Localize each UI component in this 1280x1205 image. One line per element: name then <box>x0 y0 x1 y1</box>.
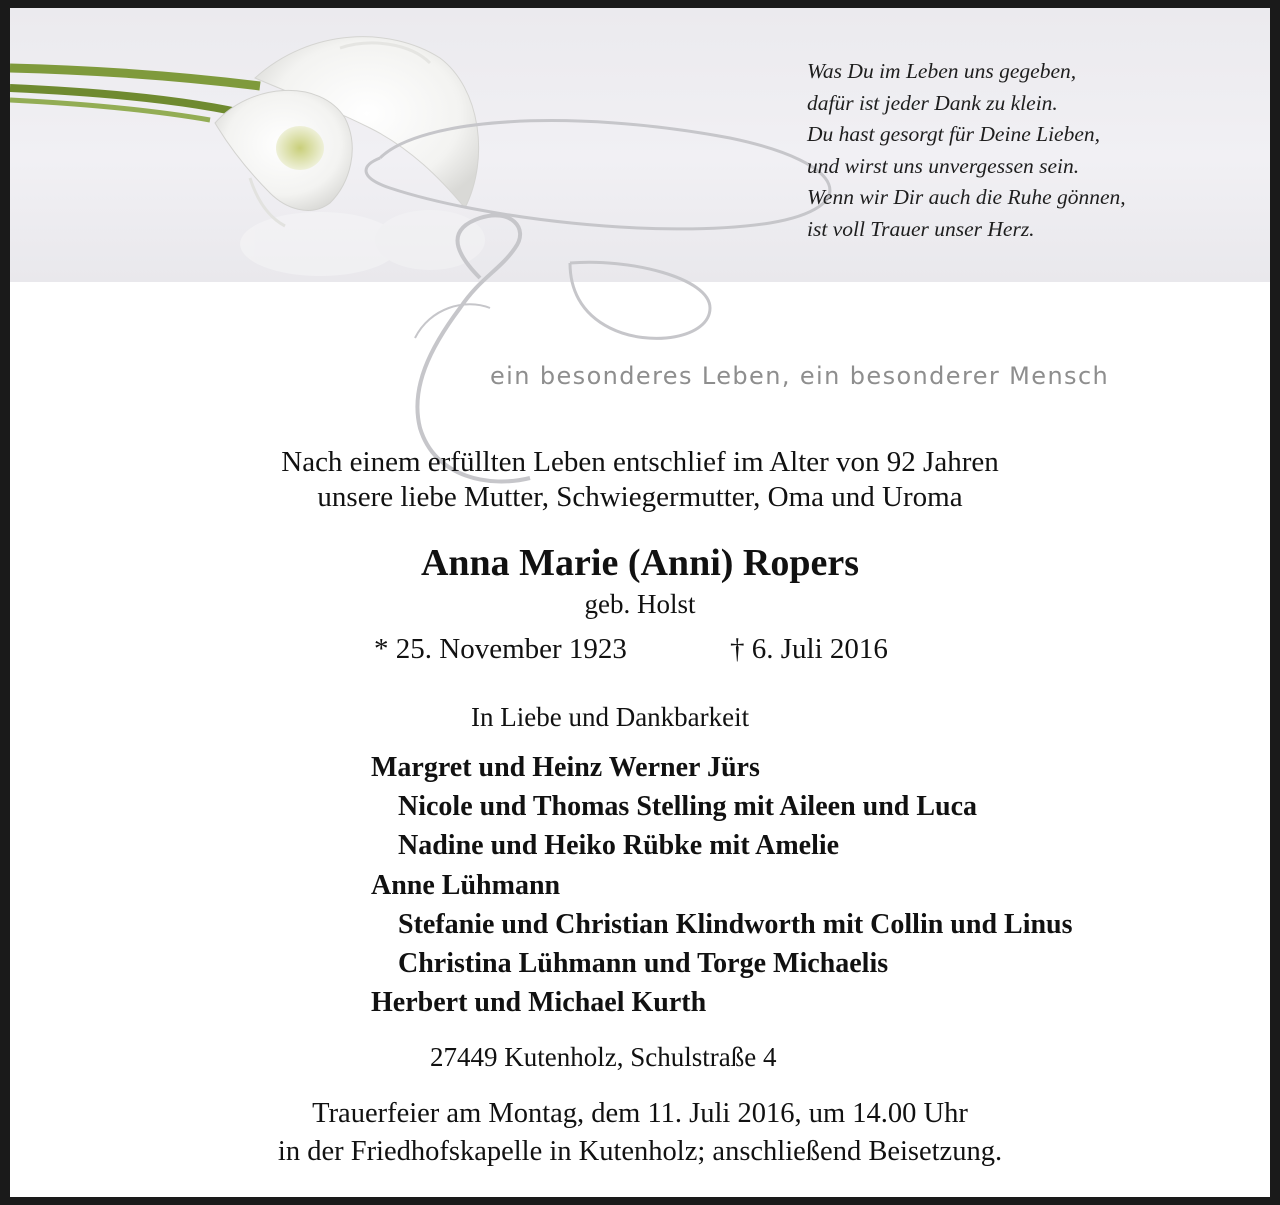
funeral-service-info <box>10 1095 1270 1171</box>
mourners-list <box>371 748 1073 1022</box>
address: 27449 Kutenholz, Schulstraße 4 <box>430 1042 777 1072</box>
mourner-entry: Stefanie und Christian Klindworth mit Collin und Linus <box>398 908 1073 940</box>
mourner-entry: Nicole und Thomas Stelling mit Aileen und Luca <box>398 791 978 823</box>
death-date: † 6. Juli 2016 <box>730 633 888 665</box>
mourner-entry: Margret und Heinz Werner Jürs <box>371 752 760 783</box>
poem-line: und wirst uns unvergessen sein. <box>807 153 1080 178</box>
lily-stems <box>10 68 260 120</box>
tagline: ein besonderes Leben, ein besonderer Mensch <box>490 362 1110 390</box>
service-line: in der Friedhofskapelle in Kutenholz; anschließend Beisetzung. <box>277 1136 1003 1167</box>
poem <box>807 56 1126 245</box>
mourner-entry: Anne Lühmann <box>371 869 561 901</box>
intro-line: unsere liebe Mutter, Schwiegermutter, Oma und Uroma <box>317 481 963 513</box>
poem-line: Du hast gesorgt für Deine Lieben, <box>807 122 1101 146</box>
mourner-entry: Nadine und Heiko Rübke mit Amelie <box>398 830 840 862</box>
mourner-entry: Herbert und Michael Kurth <box>371 987 707 1019</box>
gratitude-line: In Liebe und Dankbarkeit <box>471 702 750 732</box>
maiden-name: geb. Holst <box>584 589 696 619</box>
intro-line: Nach einem erfüllten Leben entschlief im Alter von 92 Jahren <box>281 446 999 478</box>
poem-line: dafür ist jeder Dank zu klein. <box>807 90 1058 115</box>
poem-line: Was Du im Leben uns gegeben, <box>807 59 1077 83</box>
service-line: Trauerfeier am Montag, dem 11. Juli 2016, um 14.00 Uhr <box>312 1098 968 1129</box>
calla-lily-front <box>215 90 352 226</box>
mourner-entry: Christina Lühmann und Torge Michaelis <box>398 948 889 980</box>
deceased-name: Anna Marie (Anni) Ropers <box>420 542 860 584</box>
intro-text <box>10 445 1270 515</box>
birth-date: * 25. November 1923 <box>374 633 627 665</box>
poem-line: ist voll Trauer unser Herz. <box>807 216 1035 241</box>
poem-line: Wenn wir Dir auch die Ruhe gönnen, <box>807 185 1126 209</box>
